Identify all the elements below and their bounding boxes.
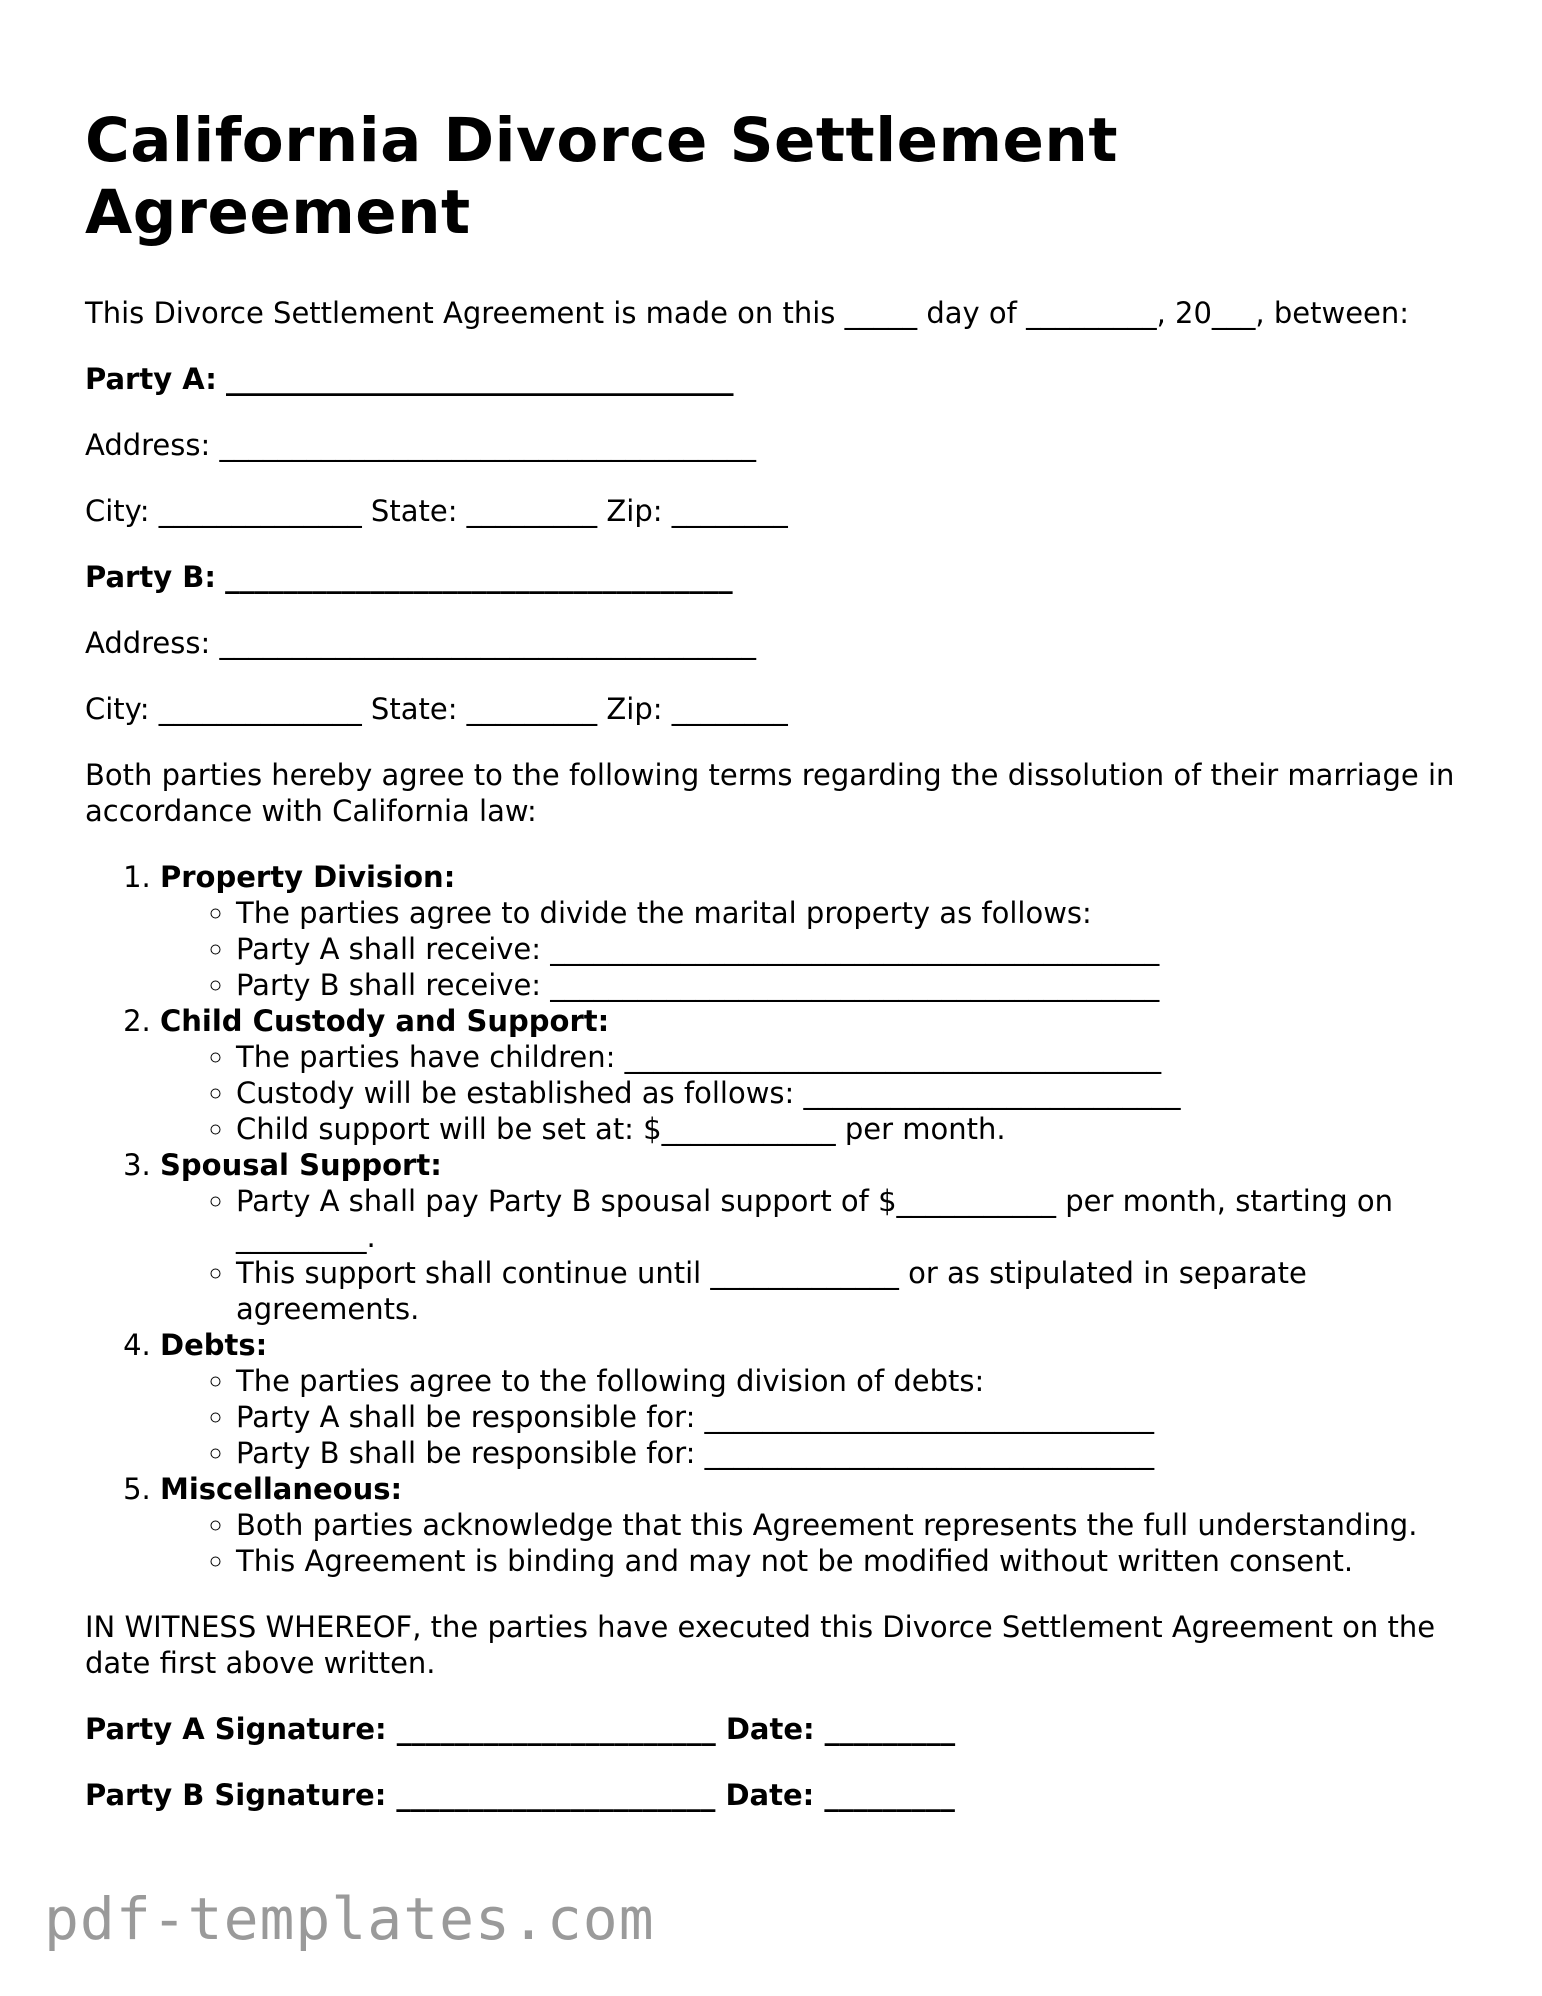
list-item: ◦ The parties agree to divide the marital property as follows: bbox=[236, 895, 1475, 931]
list-item: ◦ Party A shall receive: __________________________________________ bbox=[236, 931, 1475, 967]
list-item: ◦ Child support will be set at: $____________ per month. bbox=[236, 1111, 1475, 1147]
section-miscellaneous bbox=[160, 1471, 1475, 1579]
party-b-name-field bbox=[85, 559, 1475, 595]
list-item: ◦ Party B shall receive: __________________________________________ bbox=[236, 967, 1475, 1003]
party-a-label: Party A: bbox=[85, 362, 217, 396]
list-item: ◦ Party B shall be responsible for: _______________________________ bbox=[236, 1435, 1475, 1471]
terms-intro-paragraph: Both parties hereby agree to the following terms regarding the dissolution of their marriage in accordance with California law: bbox=[85, 758, 1455, 828]
section-spousal-support bbox=[160, 1147, 1475, 1327]
party-a-name-blank: ___________________________________ bbox=[226, 362, 734, 396]
section-heading: Child Custody and Support: bbox=[160, 1004, 610, 1038]
section-items bbox=[160, 1039, 1475, 1147]
party-b-signature-line bbox=[85, 1777, 1475, 1813]
list-item: ◦ This Agreement is binding and may not be modified without written consent. bbox=[236, 1543, 1475, 1579]
list-item: ◦ The parties have children: _____________________________________ bbox=[236, 1039, 1475, 1075]
watermark: pdf-templates.com bbox=[44, 1885, 655, 1953]
party-b-city-state-zip-field: City: ______________ State: _________ Zip: ________ bbox=[85, 692, 788, 726]
section-property-division bbox=[160, 859, 1475, 1003]
list-item: ◦ Both parties acknowledge that this Agreement represents the full understanding. bbox=[236, 1507, 1475, 1543]
party-a-address-field: Address: _____________________________________ bbox=[85, 428, 756, 462]
section-debts bbox=[160, 1327, 1475, 1471]
section-items bbox=[160, 1507, 1475, 1579]
list-item: ◦ Party A shall pay Party B spousal support of $___________ per month, starting on _________. bbox=[236, 1183, 1475, 1255]
list-item: ◦ This support shall continue until _____________ or as stipulated in separate agreements. bbox=[236, 1255, 1475, 1327]
section-heading: Spousal Support: bbox=[160, 1148, 442, 1182]
party-a-signature-line bbox=[85, 1711, 1475, 1747]
party-a-signature-text: Party A Signature: ______________________ Date: _________ bbox=[85, 1712, 956, 1746]
witness-paragraph: IN WITNESS WHEREOF, the parties have executed this Divorce Settlement Agreement on the date first above written. bbox=[85, 1610, 1436, 1680]
party-a-city-state-zip-field: City: ______________ State: _________ Zip: ________ bbox=[85, 494, 788, 528]
party-b-name-blank: ___________________________________ bbox=[225, 560, 733, 594]
section-child-custody-support bbox=[160, 1003, 1475, 1147]
intro-paragraph: This Divorce Settlement Agreement is made on this _____ day of _________, 20___, between: bbox=[85, 296, 1410, 330]
party-b-address-field: Address: _____________________________________ bbox=[85, 626, 756, 660]
section-items bbox=[160, 1363, 1475, 1471]
section-items bbox=[160, 895, 1475, 1003]
document-page bbox=[85, 105, 1475, 1813]
list-item: ◦ Party A shall be responsible for: _______________________________ bbox=[236, 1399, 1475, 1435]
section-heading: Miscellaneous: bbox=[160, 1472, 403, 1506]
document-title: California Divorce Settlement Agreement bbox=[85, 105, 1119, 248]
section-heading: Debts: bbox=[160, 1328, 268, 1362]
party-b-signature-text: Party B Signature: ______________________ Date: _________ bbox=[85, 1778, 955, 1812]
party-b-label: Party B: bbox=[85, 560, 216, 594]
terms-list bbox=[85, 859, 1475, 1579]
party-a-name-field bbox=[85, 361, 1475, 397]
section-items bbox=[160, 1183, 1475, 1327]
list-item: ◦ Custody will be established as follows: __________________________ bbox=[236, 1075, 1475, 1111]
section-heading: Property Division: bbox=[160, 860, 456, 894]
list-item: ◦ The parties agree to the following division of debts: bbox=[236, 1363, 1475, 1399]
